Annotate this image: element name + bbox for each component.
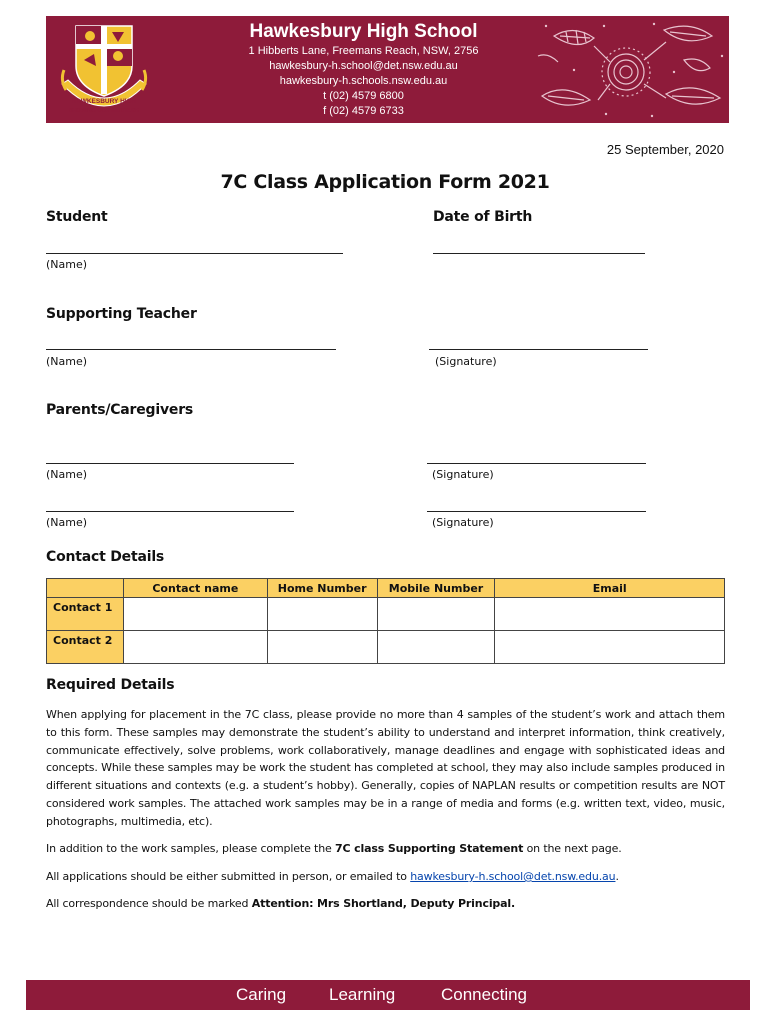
student-name-field[interactable]	[46, 253, 343, 254]
note-text-pre: In addition to the work samples, please complete the	[46, 842, 335, 855]
school-website: hawkesbury-h.schools.nsw.edu.au	[279, 75, 448, 87]
table-row	[47, 598, 725, 631]
email-link[interactable]: hawkesbury-h.school@det.nsw.edu.au	[410, 870, 616, 883]
teacher-heading: Supporting Teacher	[46, 306, 197, 322]
footer-word-connecting: Connecting	[441, 985, 528, 1004]
school-phone: t (02) 4579 6800	[323, 90, 404, 102]
school-email: hawkesbury-h.school@det.nsw.edu.au	[269, 60, 458, 72]
contacts-header-row	[47, 579, 725, 598]
submission-text-pre: All applications should be either submitted in person, or emailed to	[46, 870, 411, 883]
column-header-blank	[47, 579, 124, 598]
note-text-post: on the next page.	[523, 842, 622, 855]
submission-text-post: .	[615, 870, 619, 883]
parent-1-signature-caption: (Signature)	[432, 468, 494, 481]
parent-1-name-field[interactable]	[46, 463, 294, 464]
school-crest-logo	[54, 20, 154, 120]
column-header-email: Email	[495, 579, 725, 598]
column-header-mobile-number: Mobile Number	[377, 579, 495, 598]
contact-details-table	[46, 578, 725, 664]
school-contact-block	[221, 20, 506, 119]
required-paragraph: When applying for placement in the 7C class, please provide no more than 4 samples of the student’s work and attach them to this form. These samples may demonstrate the student’s ability to understand and interpret information, think creatively, communicate effectively, solve problems, work collaboratively, manage deadlines and engage with sophisticated ideas and concepts. While these samples may be work the student has completed at school, they may also include samples produced in different situations and contexts (e.g. a student’s hobby). Generally, copies of NAPLAN results or competition results are NOT considered work samples. The attached work samples may be in a range of media and forms (e.g. written text, video, music, photographs, multimedia, etc).	[46, 708, 725, 828]
parent-2-signature-caption: (Signature)	[432, 516, 494, 529]
parent-2-name-caption: (Name)	[46, 516, 88, 529]
contact-2-home-cell[interactable]	[267, 631, 377, 664]
footer-word-caring: Caring	[236, 985, 287, 1004]
note-text-bold: 7C class Supporting Statement	[334, 842, 524, 855]
parents-heading: Parents/Caregivers	[46, 402, 194, 418]
parent-2-name-field[interactable]	[46, 511, 294, 512]
correspondence-text-bold: Attention: Mrs Shortland, Deputy Principal.	[251, 897, 516, 910]
contact-2-mobile-cell[interactable]	[377, 631, 495, 664]
required-heading: Required Details	[46, 677, 175, 693]
row-label-contact-1: Contact 1	[47, 598, 124, 631]
teacher-name-field[interactable]	[46, 349, 336, 350]
header-banner	[46, 16, 729, 123]
parent-1-signature-field[interactable]	[427, 463, 646, 464]
dob-heading: Date of Birth	[433, 209, 533, 225]
document-date: 25 September, 2020	[606, 142, 724, 157]
supporting-statement-note	[46, 840, 725, 858]
aboriginal-artwork-decoration	[534, 16, 729, 123]
crest-tagline: SHOWING OUR HERITAGE	[68, 108, 140, 114]
contact-2-email-cell[interactable]	[495, 631, 725, 664]
submission-note	[46, 868, 725, 886]
contacts-heading: Contact Details	[46, 549, 165, 565]
teacher-signature-field[interactable]	[429, 349, 648, 350]
parent-2-signature-field[interactable]	[427, 511, 646, 512]
parent-1-name-caption: (Name)	[46, 468, 88, 481]
contact-2-name-cell[interactable]	[123, 631, 267, 664]
column-header-home-number: Home Number	[267, 579, 377, 598]
table-row	[47, 631, 725, 664]
teacher-signature-caption: (Signature)	[435, 355, 497, 368]
column-header-contact-name: Contact name	[123, 579, 267, 598]
contact-1-name-cell[interactable]	[123, 598, 267, 631]
form-title: 7C Class Application Form 2021	[220, 171, 550, 193]
footer-word-learning: Learning	[329, 985, 396, 1004]
school-address: 1 Hibberts Lane, Freemans Reach, NSW, 2756	[248, 45, 479, 57]
school-name: Hawkesbury High School	[249, 21, 478, 42]
teacher-name-caption: (Name)	[46, 355, 88, 368]
school-fax: f (02) 4579 6733	[323, 105, 404, 117]
student-name-caption: (Name)	[46, 258, 88, 271]
student-heading: Student	[46, 209, 108, 225]
row-label-contact-2: Contact 2	[47, 631, 124, 664]
footer-banner	[26, 980, 750, 1010]
contact-1-email-cell[interactable]	[495, 598, 725, 631]
correspondence-text-pre: All correspondence should be marked	[46, 897, 252, 910]
contact-1-mobile-cell[interactable]	[377, 598, 495, 631]
contact-1-home-cell[interactable]	[267, 598, 377, 631]
correspondence-note	[46, 895, 725, 913]
dob-field[interactable]	[433, 253, 645, 254]
crest-motto: HAWKESBURY HIGH	[71, 98, 137, 105]
